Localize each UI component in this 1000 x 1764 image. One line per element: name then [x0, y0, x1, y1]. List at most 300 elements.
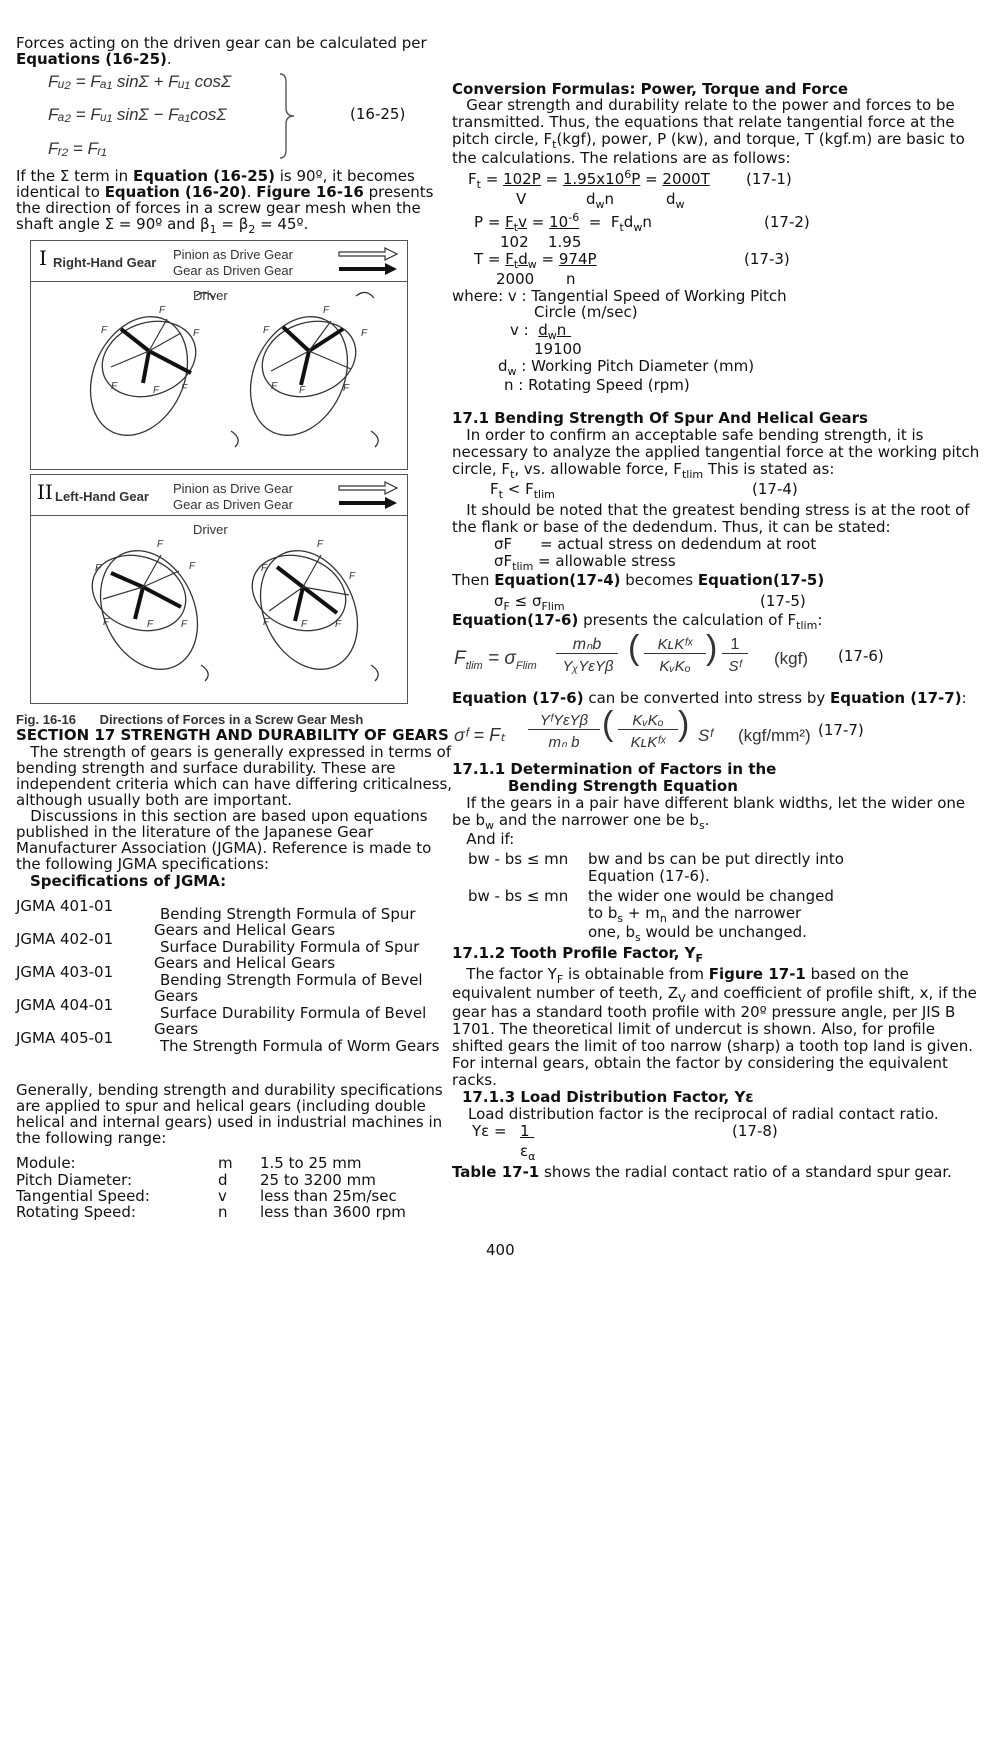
- t: If the Σ term in: [16, 167, 133, 185]
- t: v: [518, 213, 528, 231]
- frac-den: mₙ b: [548, 734, 580, 751]
- legend-line-2: Gear as Driven Gear: [173, 497, 293, 512]
- t: d: [518, 250, 528, 268]
- svg-text:F: F: [193, 328, 200, 339]
- spec-desc: Surface Durability Formula of Bevel: [160, 1004, 427, 1022]
- svg-text:F: F: [317, 539, 324, 550]
- s: w: [547, 329, 557, 342]
- where-line: where: v : Tangential Speed of Working Pitch: [452, 287, 787, 305]
- s: t: [476, 178, 481, 191]
- t: σF: [494, 552, 513, 570]
- range-name: Pitch Diameter:: [16, 1171, 133, 1189]
- where-line: 19100: [534, 340, 582, 358]
- t: ε: [520, 1142, 529, 1160]
- svg-text:F: F: [111, 381, 118, 392]
- section-17-1-1-title: 17.1.1 Determination of Factors in the: [452, 760, 777, 778]
- svg-text:F: F: [343, 383, 350, 394]
- t: n: [556, 321, 567, 339]
- specs-title: Specifications of JGMA:: [30, 872, 227, 890]
- cond-text: [588, 904, 802, 925]
- s171-line: It should be noted that the greatest bending stress is at the root of: [452, 501, 970, 519]
- t: [505, 250, 537, 271]
- eq-number: (17-1): [746, 170, 792, 188]
- s: tlim: [681, 468, 704, 481]
- figure-panel-right-hand: [30, 240, 408, 470]
- t: =: [527, 213, 550, 231]
- t: n: [642, 213, 652, 231]
- s: 1: [209, 223, 217, 236]
- p2-line: published in the literature of the Japanese Gear: [16, 823, 374, 841]
- legend-line-2: Gear as Driven Gear: [173, 263, 293, 278]
- svg-text:F: F: [335, 619, 342, 630]
- intro-eq-ref: Equations (16-25): [16, 50, 167, 68]
- range-symbol: m: [218, 1154, 233, 1172]
- t: P =: [474, 213, 506, 231]
- figure-number: Fig. 16-16: [16, 712, 76, 727]
- s: tlim: [465, 659, 483, 672]
- range-symbol: d: [218, 1171, 228, 1189]
- t: :: [961, 689, 967, 707]
- eq171-top: [468, 168, 710, 191]
- t: 974P: [558, 250, 597, 268]
- t: = 45º.: [255, 215, 309, 233]
- t: 1.95x10: [562, 170, 625, 188]
- s: t: [510, 468, 515, 481]
- cond-text: the wider one would be changed: [588, 887, 834, 905]
- conversion-title: Conversion Formulas: Power, Torque and Force: [452, 80, 849, 98]
- s: 6: [624, 168, 632, 181]
- s: Flim: [515, 659, 537, 672]
- arrow-legend-icon: [337, 479, 401, 511]
- eq-number: (17-5): [760, 592, 806, 610]
- t: 2000T: [662, 170, 710, 188]
- svg-text:F: F: [271, 381, 278, 392]
- figure-panel-left-hand: [30, 474, 408, 704]
- t: d: [586, 190, 596, 208]
- s: α: [528, 1150, 536, 1163]
- spec-desc: The Strength Formula of Worm Gears: [160, 1037, 440, 1055]
- t: , vs. allowable force, F: [514, 460, 682, 478]
- sf-symbol: Sᶠ: [698, 726, 713, 745]
- t: [563, 170, 640, 188]
- eq-ref: Equation (16-20): [104, 183, 247, 201]
- t: This is stated as:: [703, 460, 835, 478]
- s: tlim: [796, 619, 818, 632]
- paren-open-icon: (: [602, 705, 614, 743]
- t: = σ: [482, 648, 516, 669]
- t: d: [498, 357, 508, 375]
- t: .: [704, 811, 710, 829]
- eq-number: (17-4): [752, 480, 798, 498]
- s: F: [695, 952, 703, 965]
- frac-den: KʟKᶠˣ: [630, 734, 666, 751]
- svg-text:F: F: [95, 563, 102, 574]
- s1712-line: For internal gears, obtain the factor by considering the equivalent: [452, 1054, 948, 1072]
- t: 2000: [496, 270, 535, 288]
- panel-header: [31, 475, 407, 516]
- table-ref-line: [452, 1164, 952, 1181]
- s: s: [617, 912, 624, 925]
- t: [549, 213, 579, 231]
- t: = F: [579, 213, 620, 231]
- spec-code: JGMA 402-01: [16, 930, 114, 948]
- t: d: [666, 190, 676, 208]
- eq173-top: [474, 250, 597, 271]
- paren-open-icon: (: [628, 629, 640, 667]
- screw-gear-force-diagram: [31, 515, 407, 703]
- spec-desc: Gears: [154, 987, 199, 1005]
- t: is obtainable from: [563, 965, 709, 983]
- eq175: [494, 592, 565, 613]
- s1712-line: racks.: [452, 1071, 497, 1089]
- s: s: [634, 931, 641, 944]
- eq-number: (17-8): [732, 1122, 778, 1140]
- s: w: [527, 258, 537, 271]
- spec-desc: Gears: [154, 1020, 199, 1038]
- screw-gear-force-diagram: [31, 281, 407, 469]
- eq172-top: [474, 211, 652, 234]
- frac-num: KʟKᶠˣ: [644, 636, 706, 654]
- range-value: less than 3600 rpm: [260, 1203, 406, 1221]
- p3-line: are applied to spur and helical gears (including double: [16, 1097, 426, 1115]
- s: s: [698, 819, 705, 832]
- figure-caption-text: Directions of Forces in a Screw Gear Mesh: [99, 712, 364, 727]
- eq-number: (17-3): [744, 250, 790, 268]
- section-17-title: SECTION 17 STRENGTH AND DURABILITY OF GEARS: [16, 726, 449, 744]
- p1-line: independent criteria which can have differing criticalness,: [16, 775, 453, 793]
- t: =: [640, 170, 663, 188]
- t: (kgf), power, P (kw), and torque, T (kgf.m) are basic to: [556, 130, 965, 148]
- frac-den: KᵥKₒ: [659, 658, 691, 675]
- arrow-legend-icon: [337, 245, 401, 277]
- legend-line-1: Pinion as Drive Gear: [173, 481, 293, 496]
- svg-text:F: F: [181, 383, 188, 394]
- t: is 90º, it becomes: [274, 167, 415, 185]
- p2-line: Discussions in this section are based upon equations: [16, 807, 428, 825]
- spec-desc: Gears and Helical Gears: [154, 954, 336, 972]
- t: σ: [494, 592, 504, 610]
- s1712-line: 1701. The theoretical limit of undercut is shown. Also, for profile: [452, 1020, 935, 1038]
- s1712-line: [452, 984, 977, 1005]
- range-name: Rotating Speed:: [16, 1203, 136, 1221]
- frac-den: YᵪYεYβ: [562, 658, 614, 675]
- unit: (kgf): [774, 649, 808, 668]
- panel-title: Right-Hand Gear: [53, 255, 157, 270]
- spec-desc: Surface Durability Formula of Spur: [160, 938, 420, 956]
- svg-text:F: F: [263, 325, 270, 336]
- svg-text:F: F: [301, 619, 308, 630]
- unit: (kgf/mm²): [738, 726, 811, 745]
- t: F: [490, 480, 499, 498]
- s: -6: [568, 211, 580, 224]
- s: w: [507, 365, 517, 378]
- conv-line: [452, 130, 965, 151]
- s: F: [503, 600, 510, 613]
- p3-line: helical and internal gears) used in industrial machines in: [16, 1113, 443, 1131]
- section-17-1-2-title: [452, 944, 703, 965]
- eq177-lhs: σᶠ = Fₜ: [454, 725, 506, 745]
- s: n: [659, 912, 667, 925]
- where-line: n : Rotating Speed (rpm): [504, 376, 690, 394]
- eq174: [490, 480, 555, 501]
- range-value: 1.5 to 25 mm: [260, 1154, 362, 1172]
- panel-title: Left-Hand Gear: [55, 489, 149, 504]
- legend-line-1: Pinion as Drive Gear: [173, 247, 293, 262]
- t: = β: [216, 215, 249, 233]
- s171-line: the flank or base of the dedendum. Thus, it can be stated:: [452, 518, 891, 536]
- t: Yε =: [472, 1122, 507, 1140]
- roman-numeral: II: [37, 480, 53, 504]
- t: 1: [520, 1122, 530, 1140]
- s1711-line: [452, 811, 710, 832]
- s: F: [556, 973, 564, 986]
- svg-text:F: F: [299, 385, 306, 396]
- t: 1.95: [548, 233, 582, 251]
- frac-den: Sᶠ: [728, 658, 742, 675]
- t: can be converted into stress by: [583, 689, 830, 707]
- frac-num: YᶠYεYβ: [528, 712, 600, 730]
- panel-header: [31, 241, 407, 282]
- t: 102: [500, 233, 529, 251]
- svg-text:F: F: [159, 305, 166, 316]
- cond-text: bw and bs can be put directly into: [588, 850, 844, 868]
- t: and the narrower one be b: [494, 811, 699, 829]
- t: P: [631, 170, 641, 188]
- eq-ref: Equation (17-7): [830, 689, 962, 707]
- cond-expr: bw - bs ≤ mn: [468, 887, 569, 905]
- section-17-1-3-paragraph: Load distribution factor is the reciprocal of radial contact ratio.: [468, 1105, 939, 1123]
- eq-number: (17-2): [764, 213, 810, 231]
- range-value: 25 to 3200 mm: [260, 1171, 376, 1189]
- svg-text:F: F: [103, 617, 110, 628]
- t: pitch circle, F: [452, 130, 553, 148]
- s1712-line: shifted gears the limit of too narrow (sharp) a tooth top land is given.: [452, 1037, 973, 1055]
- t: F: [468, 170, 477, 188]
- paren-close-icon: ): [706, 629, 718, 667]
- t: V: [516, 190, 527, 208]
- spec-desc: Bending Strength Formula of Bevel: [160, 971, 423, 989]
- eq-ref: Equation (16-25): [132, 167, 275, 185]
- t: [538, 321, 571, 342]
- spec-code: JGMA 403-01: [16, 963, 114, 981]
- t: n: [604, 190, 615, 208]
- t: F: [454, 648, 466, 669]
- paren-close-icon: ): [678, 705, 690, 743]
- eq-ref: Equation (17-6): [452, 689, 584, 707]
- t: shaft angle Σ = 90º and β: [16, 215, 210, 233]
- range-symbol: v: [218, 1187, 227, 1205]
- range-value: less than 25m/sec: [260, 1187, 397, 1205]
- then-line: [452, 572, 824, 589]
- s1711-line: And if:: [452, 830, 515, 848]
- s: t: [552, 138, 557, 151]
- cond-expr: bw - bs ≤ mn: [468, 850, 569, 868]
- svg-text:F: F: [189, 561, 196, 572]
- s171-line: [452, 460, 835, 481]
- t: v :: [510, 321, 539, 339]
- p3-line: the following range:: [16, 1129, 167, 1147]
- svg-text:F: F: [157, 539, 164, 550]
- t: n: [566, 270, 576, 288]
- eq-16-25-line1: Fᵤ₂ = Fₐ₁ sinΣ + Fᵤ₁ cosΣ: [48, 72, 232, 91]
- t: d: [623, 213, 634, 231]
- t: circle, F: [452, 460, 511, 478]
- p2-line: the following JGMA specifications:: [16, 855, 270, 873]
- s1712-line: [452, 965, 909, 986]
- t: presents the calculation of F: [578, 611, 797, 629]
- t: presents: [363, 183, 434, 201]
- t: + m: [623, 904, 660, 922]
- t: < F: [502, 480, 534, 498]
- eq-16-25-line3: Fᵣ₂ = Fᵣ₁: [48, 139, 107, 158]
- svg-text:F: F: [261, 563, 268, 574]
- t: = actual stress on dedendum at root: [540, 535, 817, 553]
- eq-number: (17-7): [818, 721, 864, 739]
- intro-line-1: Forces acting on the driven gear can be calculated per: [16, 34, 427, 52]
- sig2: [494, 552, 676, 573]
- s: 2: [248, 223, 256, 236]
- eq-ref: Equation(17-4): [494, 571, 621, 589]
- t: becomes: [620, 571, 698, 589]
- range-symbol: n: [218, 1203, 228, 1221]
- eq-16-25-number: (16-25): [350, 105, 406, 123]
- driver-label: Driver: [193, 522, 228, 537]
- s: t: [498, 488, 503, 501]
- t: to b: [588, 904, 618, 922]
- eq171-d2: [586, 190, 615, 211]
- frac-num: 1: [722, 636, 748, 654]
- t: equivalent number of teeth, Z: [452, 984, 679, 1002]
- eq171-d3: [666, 190, 685, 211]
- t: would be unchanged.: [640, 923, 807, 941]
- t: : Working Pitch Diameter (mm): [516, 357, 755, 375]
- where-dw: [498, 357, 755, 378]
- t: =: [540, 170, 563, 188]
- sigma-line3: the direction of forces in a screw gear mesh when the: [16, 199, 421, 217]
- t: :: [817, 611, 823, 629]
- s: w: [485, 819, 495, 832]
- eq-ref: Equation(17-5): [697, 571, 825, 589]
- frac-num: [520, 1123, 534, 1140]
- intro-line-2: [16, 51, 172, 68]
- s1712-line: gear has a standard tooth profile with 20º pressure angle, per JIS B: [452, 1003, 956, 1021]
- eq-16-25-line2: Fₐ₂ = Fᵤ₁ sinΣ − Fₐ₁cosΣ: [48, 105, 227, 124]
- frac-den: [520, 1142, 536, 1163]
- section-17-1-3-title: 17.1.3 Load Distribution Factor, Yε: [462, 1088, 754, 1106]
- spec-code: JGMA 405-01: [16, 1029, 114, 1047]
- svg-text:F: F: [263, 617, 270, 628]
- s: tlim: [533, 488, 555, 501]
- where-line: Circle (m/sec): [534, 303, 638, 321]
- conv-line: the calculations. The relations are as follows:: [452, 149, 791, 167]
- spec-code: JGMA 404-01: [16, 996, 114, 1014]
- s: V: [678, 992, 686, 1005]
- sigma-line4: [16, 215, 309, 236]
- s: t: [513, 221, 519, 234]
- section-17-1-title: 17.1 Bending Strength Of Spur And Helical Gears: [452, 409, 868, 427]
- t: 102P: [503, 170, 541, 188]
- brace-icon: [278, 72, 298, 160]
- eq-ref: Equation(17-6): [452, 611, 579, 629]
- t: d: [538, 321, 548, 339]
- svg-text:F: F: [181, 619, 188, 630]
- t: T =: [474, 250, 506, 268]
- t: 10: [549, 213, 569, 231]
- s: t: [513, 258, 519, 271]
- cond-text: [588, 923, 807, 944]
- s: t: [619, 221, 624, 234]
- s171-line: necessary to analyze the applied tangential force at the working pitch: [452, 443, 980, 461]
- spec-desc: Bending Strength Formula of Spur: [160, 905, 416, 923]
- eq176-lhs: [454, 648, 537, 672]
- s: tlim: [512, 560, 534, 573]
- eq-number: (17-6): [838, 647, 884, 665]
- s171-line: In order to confirm an acceptable safe bending strength, it is: [452, 426, 924, 444]
- page-number: 400: [486, 1241, 515, 1259]
- t: F: [505, 213, 514, 231]
- t: and the narrower: [666, 904, 802, 922]
- range-name: Tangential Speed:: [16, 1187, 150, 1205]
- t: 17.1.2 Tooth Profile Factor, Y: [452, 944, 696, 962]
- t: and coefficient of profile shift, x, if the: [685, 984, 977, 1002]
- t: = allowable stress: [533, 552, 676, 570]
- p1-line: although usually both are important.: [16, 791, 292, 809]
- range-name: Module:: [16, 1154, 76, 1172]
- driver-label: Driver: [193, 288, 228, 303]
- t: σF: [494, 535, 513, 553]
- where-v: [510, 321, 571, 342]
- fig-ref: Figure 16-16: [256, 183, 364, 201]
- t: one, b: [588, 923, 635, 941]
- s: w: [595, 198, 605, 211]
- fig-ref: Figure 17-1: [708, 965, 806, 983]
- svg-text:F: F: [349, 571, 356, 582]
- t: =: [536, 250, 559, 268]
- t: identical to: [16, 183, 105, 201]
- t: [505, 213, 528, 234]
- t: be b: [452, 811, 486, 829]
- p1-line: The strength of gears is generally expressed in terms of: [16, 743, 452, 761]
- t: F: [505, 250, 514, 268]
- svg-text:F: F: [323, 305, 330, 316]
- spec-desc: Gears and Helical Gears: [154, 921, 336, 939]
- section-17-1-1-subtitle: Bending Strength Equation: [508, 777, 738, 795]
- spec-code: JGMA 401-01: [16, 897, 114, 915]
- s: w: [633, 221, 643, 234]
- cond-text: Equation (17-6).: [588, 867, 710, 885]
- svg-text:F: F: [101, 325, 108, 336]
- eq176-intro: [452, 611, 823, 632]
- s: w: [675, 198, 685, 211]
- roman-numeral: I: [39, 246, 47, 270]
- conv-line: transmitted. Thus, the equations that relate tangential force at the: [452, 113, 955, 131]
- t: shows the radial contact ratio of a standard spur gear.: [539, 1163, 952, 1181]
- p1-line: bending strength and surface durability. These are: [16, 759, 396, 777]
- s: Flim: [541, 600, 565, 613]
- t: =: [480, 170, 504, 188]
- eq177-intro: [452, 690, 967, 707]
- t: .: [246, 183, 257, 201]
- p2-line: Manufacturer Association (JGMA). Reference is made to: [16, 839, 432, 857]
- svg-text:F: F: [361, 328, 368, 339]
- t: ≤ σ: [509, 592, 542, 610]
- t: based on the: [805, 965, 909, 983]
- table-ref: Table 17-1: [452, 1163, 540, 1181]
- p3-line: Generally, bending strength and durability specifications: [16, 1081, 443, 1099]
- conv-line: Gear strength and durability relate to the power and forces to be: [452, 96, 955, 114]
- svg-text:F: F: [147, 619, 154, 630]
- t: Then: [452, 571, 495, 589]
